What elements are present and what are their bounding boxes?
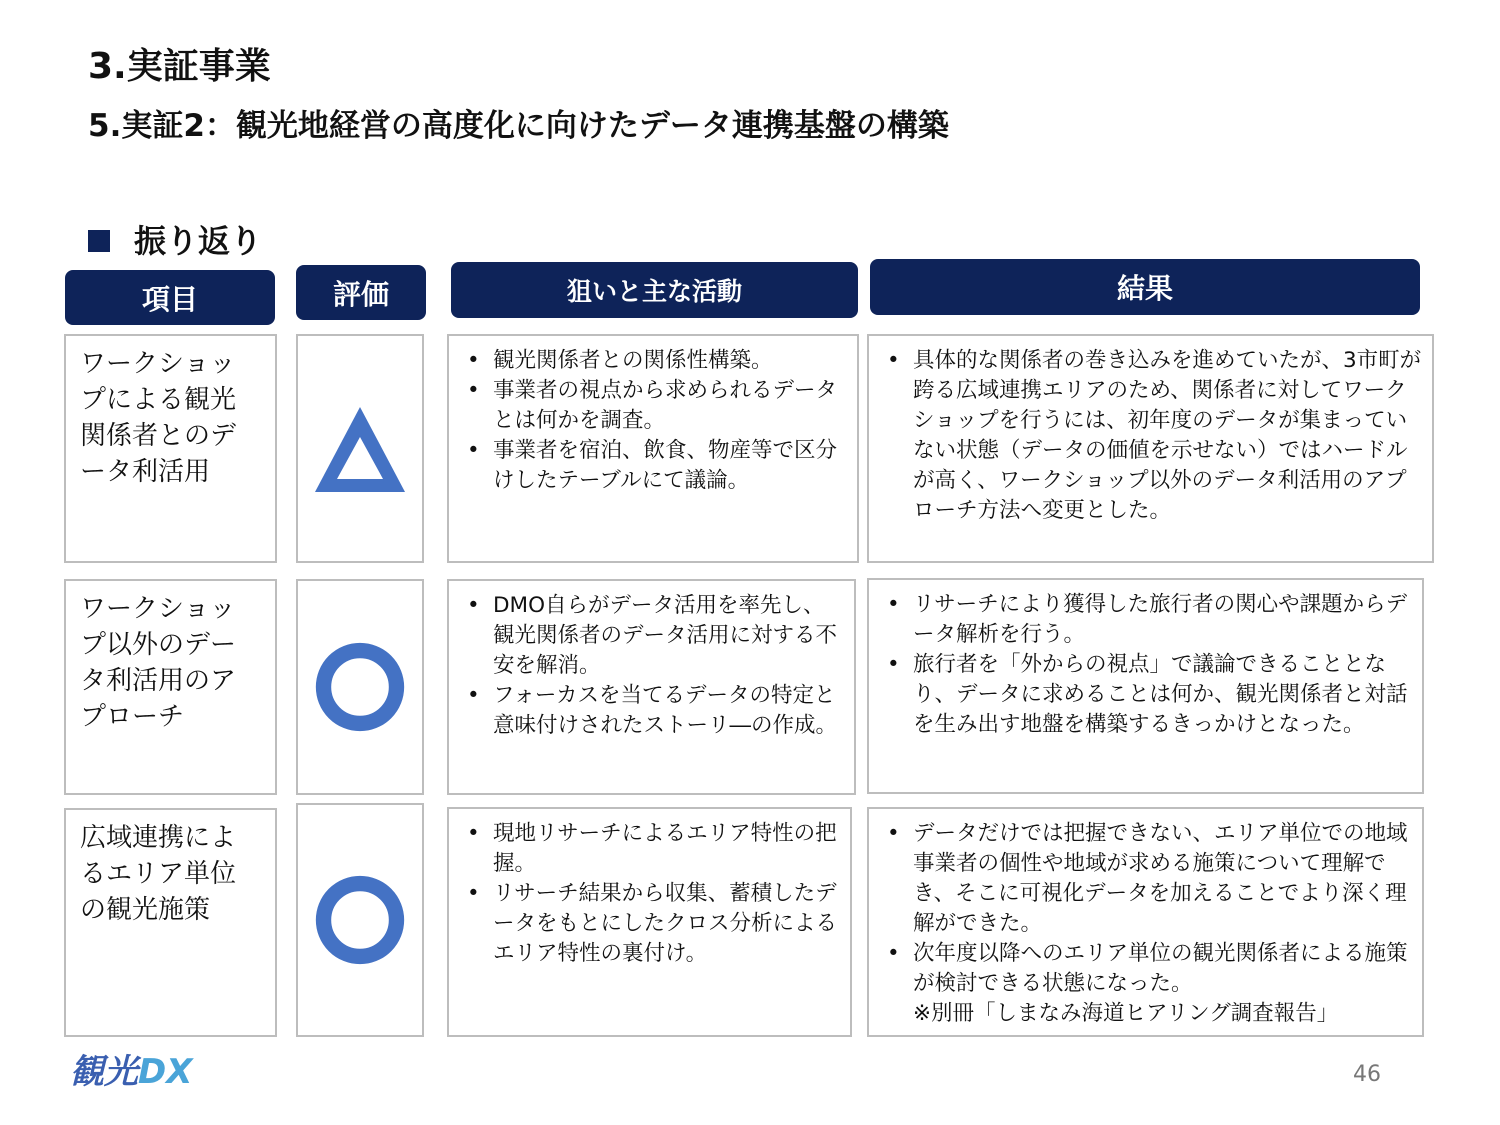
section-heading xyxy=(88,216,262,262)
table-row-3-item: 広域連携によるエリア単位の観光施策 xyxy=(64,808,277,1037)
table-row-1-rating xyxy=(296,334,424,563)
logo-text-kanko: 観光 xyxy=(70,1052,138,1092)
table-row-1-item: ワークショップによる観光関係者とのデータ利活用 xyxy=(64,334,277,563)
triangle-rating-icon xyxy=(310,399,410,499)
table-row-2-result xyxy=(867,578,1424,794)
page-subtitle: 5.実証2：観光地経営の高度化に向けたデータ連携基盤の構築 xyxy=(88,108,949,144)
kanko-dx-logo xyxy=(70,1044,192,1093)
table-row-2-rating xyxy=(296,579,424,795)
list-item: • フォーカスを当てるデータの特定と意味付けされたストーリ―の作成。 xyxy=(463,681,844,741)
column-header-rating: 評価 xyxy=(296,265,426,320)
list-item: • 事業者を宿泊、飲食、物産等で区分けしたテーブルにて議論。 xyxy=(463,436,847,496)
list-item: • リサーチにより獲得した旅行者の関心や課題からデータ解析を行う。 xyxy=(883,590,1412,650)
list-item: • 具体的な関係者の巻き込みを進めていたが、3市町が跨る広域連携エリアのため、関係者に対してワークショップを行うには、初年度のデータが集まっていない状態（データの価値を示せない）ではハードルが高く、ワークショップ以外のデータ利活用のアプローチ方法へ変更とした。 xyxy=(883,346,1422,526)
list-item: • 事業者の視点から求められるデータとは何かを調査。 xyxy=(463,376,847,436)
table-row-1-aim xyxy=(447,334,859,563)
column-header-result: 結果 xyxy=(870,259,1420,315)
table-row-2-aim xyxy=(447,579,856,795)
list-item: • 現地リサーチによるエリア特性の把握。 xyxy=(463,819,840,879)
page-number: 46 xyxy=(1353,1062,1381,1087)
table-row-3-result xyxy=(867,807,1424,1037)
column-header-item: 項目 xyxy=(65,270,275,325)
list-item: • リサーチ結果から収集、蓄積したデータをもとにしたクロス分析によるエリア特性の裏付け。 xyxy=(463,879,840,969)
circle-rating-icon xyxy=(312,639,408,735)
list-item: • 旅行者を「外からの視点」で議論できることとなり、データに求めることは何か、観光関係者と対話を生み出す地盤を構築するきっかけとなった。 xyxy=(883,650,1412,740)
circle-rating-icon xyxy=(312,872,408,968)
square-bullet-icon xyxy=(88,230,110,252)
list-item: • 次年度以降へのエリア単位の観光関係者による施策が検討できる状態になった。 xyxy=(883,939,1412,999)
table-row-2-item: ワークショップ以外のデータ利活用のアプローチ xyxy=(64,579,277,795)
list-item: • 観光関係者との関係性構築。 xyxy=(463,346,847,376)
logo-text-dx: DX xyxy=(138,1052,193,1092)
table-row-3-rating xyxy=(296,803,424,1037)
page-title: 3.実証事業 xyxy=(88,46,271,87)
column-header-aim: 狙いと主な活動 xyxy=(451,262,858,318)
list-item: • データだけでは把握できない、エリア単位での地域事業者の個性や地域が求める施策について理解でき、そこに可視化データを加えることでより深く理解ができた。 xyxy=(883,819,1412,939)
section-heading-label: 振り返り xyxy=(134,222,263,260)
result-note: ※別冊「しまなみ海道ヒアリング調査報告」 xyxy=(913,1001,1339,1026)
list-item: • DMO自らがデータ活用を率先し、観光関係者のデータ活用に対する不安を解消。 xyxy=(463,591,844,681)
table-row-1-result xyxy=(867,334,1434,563)
table-row-3-aim xyxy=(447,807,852,1037)
